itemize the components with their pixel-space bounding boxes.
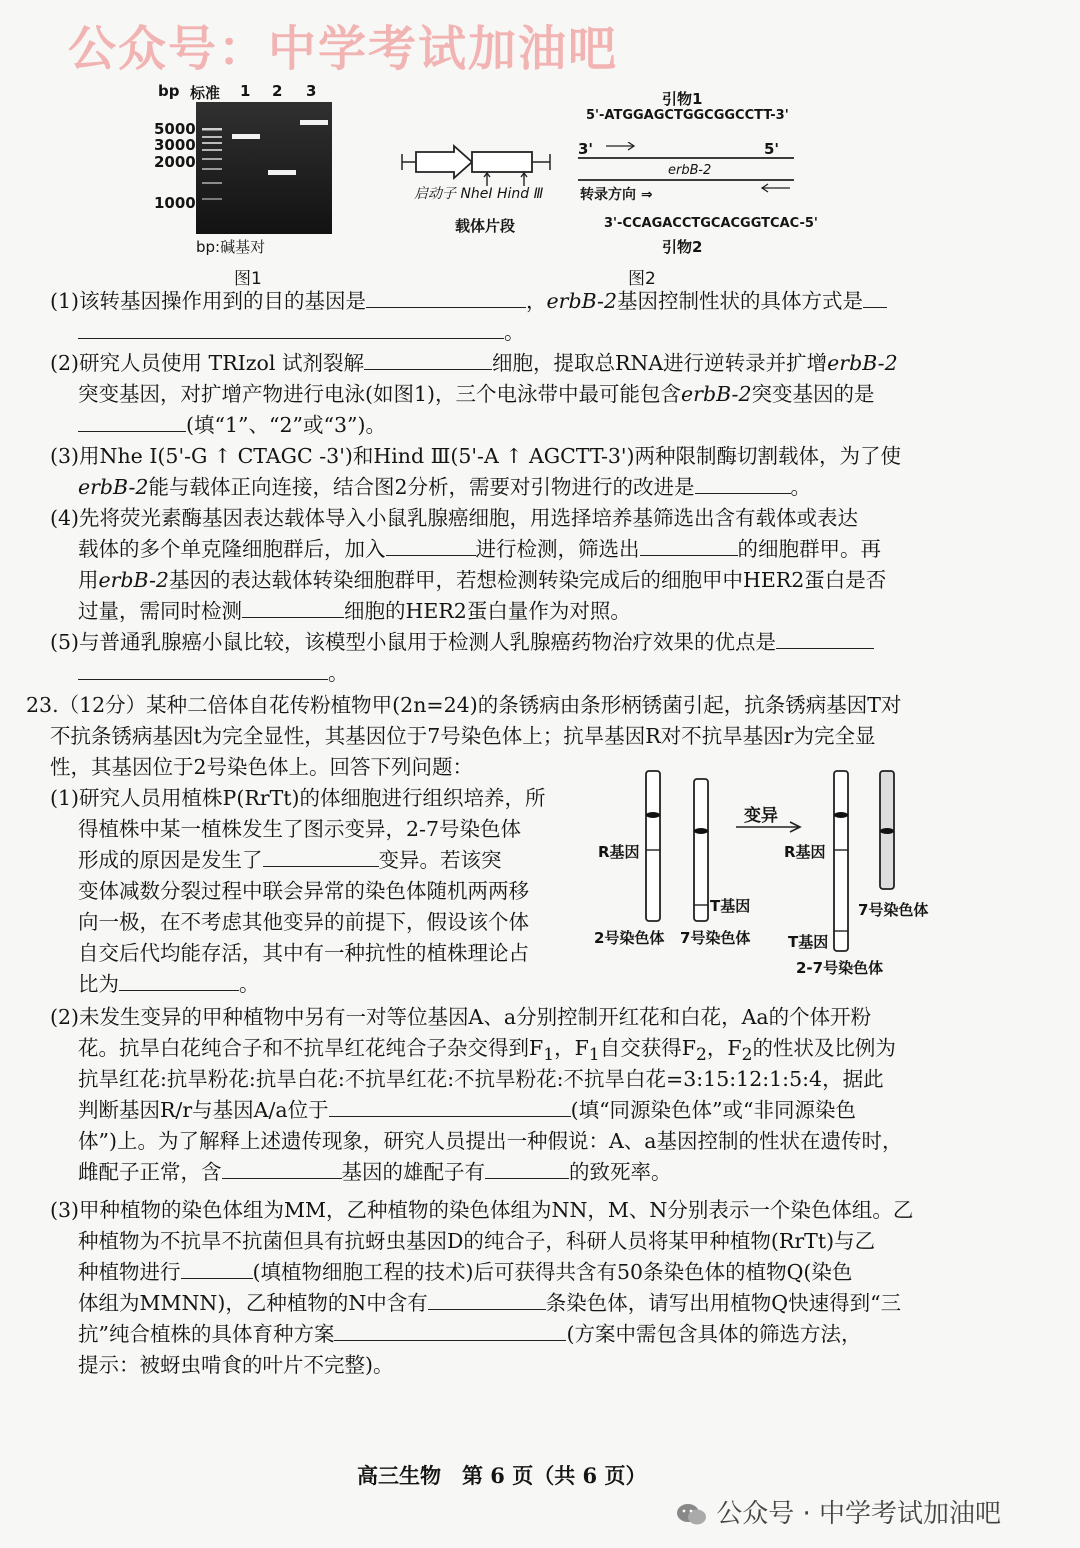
q23-p3-text: 体组为MMNN)，乙种植物的N中含有	[78, 1291, 428, 1315]
q23-p1-text: 变体减数分裂过程中联会异常的染色体随机两两移	[78, 879, 529, 903]
q23-p1-line7	[78, 969, 260, 1000]
q23-p3-line1	[50, 1195, 913, 1226]
q4-text: (4)先将荧光素酶基因表达载体导入小鼠乳腺癌细胞，用选择培养基筛选出含有载体或表达	[50, 506, 859, 530]
answer-blank[interactable]	[78, 320, 504, 339]
q23-p1-text: 向一极，在不考虑其他变异的前提下，假设该个体	[78, 910, 529, 934]
q23-p2-line5	[78, 1126, 903, 1157]
q3-text: 。	[790, 475, 812, 499]
q23-p2-text: 自交获得F	[599, 1036, 696, 1060]
gel-lane-label: 1	[240, 82, 251, 100]
q23-p2-text: 基因的雄配子有	[341, 1160, 485, 1184]
q23-p1-line5	[78, 907, 529, 938]
q4-line4	[78, 596, 631, 627]
q23-p3-line5	[78, 1319, 861, 1350]
q23-p2-line3	[78, 1064, 884, 1095]
r-gene-label-2: R基因	[784, 843, 826, 861]
vector-labels: 启动子 NheⅠ Hind Ⅲ	[414, 186, 544, 202]
q23-p2-text: ，F	[706, 1036, 742, 1060]
q23-text: 性，其基因位于2号染色体上。回答下列问题：	[50, 755, 474, 779]
chrom-arrow-label: 变异	[744, 806, 778, 826]
q23-line2	[50, 721, 876, 752]
figure-1-caption: 图1	[234, 269, 262, 289]
gel-header-bp: bp	[158, 82, 180, 100]
q23-p2-text: 判断基因R/r与基因A/a位于	[78, 1098, 329, 1122]
q23-p3-line4	[78, 1288, 901, 1319]
q23-p3-text: 种植物为不抗旱不抗菌但具有抗蚜虫基因D的纯合子，科研人员将某甲种植物(RrTt)与乙	[78, 1229, 876, 1253]
gel-note: bp:碱基对	[196, 238, 266, 256]
q4-text: 细胞的HER2蛋白量作为对照。	[344, 599, 631, 623]
q3-line1	[50, 441, 901, 472]
q23-p1-text: (1)研究人员用植株P(RrTt)的体细胞进行组织培养，所	[50, 786, 546, 810]
q4-text: 进行检测，筛选出	[475, 537, 640, 561]
q4-line2	[78, 534, 881, 565]
q23-line1	[26, 690, 901, 721]
chr7-label: 7号染色体	[680, 929, 751, 947]
bottom-watermark	[676, 1493, 1001, 1530]
figure-2-vector-primers	[400, 88, 818, 289]
ladder-label: 3000	[154, 136, 196, 154]
q1-text: ，	[526, 289, 547, 313]
q23-p3-text: 种植物进行	[78, 1260, 181, 1284]
q23-p1-line2	[78, 814, 521, 845]
gene-name: erbB-2	[546, 289, 618, 313]
t-gene-label: T基因	[710, 897, 751, 915]
vector-fragment-drawing	[400, 142, 560, 188]
q23-p3-text: 提示：被蚜虫啃食的叶片不完整)。	[78, 1353, 394, 1377]
chromosome-drawing	[588, 765, 948, 985]
q23-p1-text: 变异。若该突	[378, 848, 502, 872]
figure-2-caption: 图2	[628, 269, 656, 289]
answer-blank[interactable]	[329, 1098, 571, 1117]
ladder-label: 5000	[154, 120, 196, 138]
answer-blank[interactable]	[776, 630, 874, 649]
q23-text: 不抗条锈病基因t为完全显性，其基因位于7号染色体上；抗旱基因R对不抗旱基因r为完全显	[50, 724, 876, 748]
chr27-label: 2-7号染色体	[796, 959, 884, 977]
answer-blank[interactable]	[428, 1291, 546, 1310]
q23-line3	[50, 752, 473, 783]
q4-text: 过量，需同时检测	[78, 599, 242, 623]
q23-p1-text: 比为	[78, 972, 119, 996]
q23-p2-text: 体”)上。为了解释上述遗传现象，研究人员提出一种假说：A、a基因控制的性状在遗传时，	[78, 1129, 903, 1153]
answer-blank[interactable]	[242, 599, 344, 618]
answer-blank[interactable]	[334, 1322, 566, 1341]
q2-text: (填“1”、“2”或“3”)。	[186, 413, 387, 437]
q23-p3-line2	[78, 1226, 875, 1257]
r-gene-label: R基因	[598, 843, 640, 861]
q5-text: (5)与普通乳腺癌小鼠比较，该模型小鼠用于检测人乳腺癌药物治疗效果的优点是	[50, 630, 777, 654]
answer-blank[interactable]	[386, 537, 476, 556]
page-footer: 高三生物 第 6 页（共 6 页）	[357, 1463, 647, 1488]
q23-p2-line1	[50, 1002, 871, 1033]
q23-p2-text: (2)未发生变异的甲种植物中另有一对等位基因A、a分别控制开红花和白花，Aa的个体开粉	[50, 1005, 872, 1029]
q2-line3	[78, 410, 386, 441]
q4-text: 的细胞群甲。再	[737, 537, 881, 561]
q1-line1	[50, 286, 887, 317]
q2-text: 突变基因的是	[751, 382, 875, 406]
q5-text: 。	[328, 661, 349, 685]
top-watermark: 公众号：中学考试加油吧	[68, 21, 619, 77]
gel-lane-label: 2	[272, 82, 283, 100]
q23-p1-text: 形成的原因是发生了	[78, 848, 263, 872]
chr2-label: 2号染色体	[594, 929, 665, 947]
q2-line2	[78, 379, 875, 410]
q23-p2-text: 的致死率。	[569, 1160, 672, 1184]
gene-name: erbB-2	[681, 382, 752, 406]
q23-p3-text: (3)甲种植物的染色体组为MM，乙种植物的染色体组为NN，M、N分别表示一个染色体组。乙	[50, 1198, 914, 1222]
gel-header-marker: 标准	[190, 84, 221, 102]
ladder-label: 2000	[154, 153, 196, 171]
q23-p1-text: 得植株中某一植株发生了图示变异，2-7号染色体	[78, 817, 522, 841]
q23-p2-text: 雌配子正常，含	[78, 1160, 222, 1184]
strand-5prime: 5'	[764, 140, 780, 158]
q1-text: (1)该转基因操作用到的目的基因是	[50, 289, 367, 313]
q4-line3	[78, 565, 886, 596]
q4-text: 用	[78, 568, 99, 592]
wechat-icon	[676, 1502, 708, 1528]
vector-caption: 载体片段	[455, 217, 516, 235]
q1-text: 基因控制性状的具体方式是	[617, 289, 864, 313]
answer-blank[interactable]	[181, 1260, 253, 1279]
primer1-sequence: 5'-ATGGAGCTGGCGGCCTT-3'	[586, 108, 789, 123]
q23-p3-text: 抗”纯合植株的具体育种方案	[78, 1322, 335, 1346]
q1-text: 。	[504, 320, 525, 344]
answer-blank[interactable]	[366, 289, 526, 308]
q23-p2-text: 抗旱红花:抗旱粉花:抗旱白花:不抗旱红花:不抗旱粉花:不抗旱白花=3:15:12:1:5:4，据此	[78, 1067, 884, 1091]
q1-line2	[78, 317, 525, 348]
gene-name: erbB-2	[827, 351, 898, 375]
q3-text: (3)用Nhe Ⅰ(5'-G ↑ CTAGC -3')和Hind Ⅲ(5'-A ↑ AGCTT-3')两种限制酶切割载体，为了使	[50, 444, 902, 468]
answer-blank[interactable]	[863, 289, 887, 308]
figure-1-gel	[150, 78, 350, 288]
answer-blank[interactable]	[640, 537, 738, 556]
q23-p1-line3	[78, 845, 502, 876]
q23-p3-line6	[78, 1350, 394, 1381]
t-gene-label-2: T基因	[788, 933, 829, 951]
answer-blank[interactable]	[364, 351, 492, 370]
chr7b-label: 7号染色体	[858, 901, 929, 919]
q23-p3-text: (填植物细胞工程的技术)后可获得共含有50条染色体的植物Q(染色	[252, 1260, 853, 1284]
q23-p1-text: 。	[239, 972, 260, 996]
q2-text: (2)研究人员使用 TRIzol 试剂裂解	[50, 351, 364, 375]
answer-blank[interactable]	[222, 1160, 342, 1179]
transcription-direction: 转录方向 ⇒	[580, 187, 653, 203]
q2-text: 细胞，提取总RNA进行逆转录并扩增	[491, 351, 828, 375]
strand-3prime: 3'	[578, 140, 594, 158]
q3-line2	[78, 472, 811, 503]
chromosome-variation-figure	[588, 765, 948, 985]
q23-p2-text: (填“同源染色体”或“非同源染色	[570, 1098, 857, 1122]
bottom-watermark-text: 公众号 · 中学考试加油吧	[716, 1499, 1002, 1529]
answer-blank[interactable]	[695, 475, 791, 494]
answer-blank[interactable]	[119, 972, 239, 991]
q23-p1-text: 自交后代均能存活，其中有一种抗性的植株理论占	[78, 941, 529, 965]
q23-p2-line6	[78, 1157, 672, 1188]
primer2-label: 引物2	[662, 238, 703, 256]
q23-p3-text: 条染色体，请写出用植物Q快速得到“三	[545, 1291, 902, 1315]
q23-p1-line6	[78, 938, 529, 969]
q23-p3-line3	[78, 1257, 852, 1288]
gel-lane-label: 3	[306, 82, 317, 100]
q4-text: 载体的多个单克隆细胞群后，加入	[78, 537, 386, 561]
q2-text: 突变基因，对扩增产物进行电泳(如图1)，三个电泳带中最可能包含	[78, 382, 682, 406]
gel-image	[196, 102, 332, 234]
q4-text: 基因的表达载体转染细胞群甲，若想检测转染完成后的细胞甲中HER2蛋白是否	[168, 568, 887, 592]
answer-blank[interactable]	[263, 848, 379, 867]
answer-blank[interactable]	[485, 1160, 569, 1179]
q23-p2-text: 的性状及比例为	[752, 1036, 896, 1060]
gene-label: erbB-2	[668, 163, 712, 178]
q5-line2	[78, 658, 349, 689]
q4-line1	[50, 503, 858, 534]
gene-name: erbB-2	[78, 475, 149, 499]
q3-text: 能与载体正向连接，结合图2分析，需要对引物进行的改进是	[148, 475, 695, 499]
ladder-label: 1000	[154, 194, 196, 212]
q23-p1-line4	[78, 876, 529, 907]
q23-p2-line4	[78, 1095, 856, 1126]
primer2-sequence: 3'-CCAGACCTGCACGGTCAC-5'	[604, 216, 818, 231]
primer1-label: 引物1	[662, 90, 703, 108]
q23-p2-text: 花。抗旱白花纯合子和不抗旱红花纯合子杂交得到F	[78, 1036, 544, 1060]
q23-p2-line2: 花。抗旱白花纯合子和不抗旱红花纯合子杂交得到$F_1$，$F_1$自交获得$F_2$，$F_2$的性状及比例为	[78, 1036, 896, 1066]
q23-p2-text: ，F	[554, 1036, 589, 1060]
q2-line1	[50, 348, 898, 379]
answer-blank[interactable]	[78, 413, 186, 432]
q23-p3-text: (方案中需包含具体的筛选方法，	[566, 1322, 862, 1346]
q23-text: 23.（12分）某种二倍体自花传粉植物甲(2n=24)的条锈病由条形柄锈菌引起，抗条锈病基因T对	[26, 693, 902, 717]
q23-p1-line1	[50, 783, 545, 814]
gene-name: erbB-2	[98, 568, 169, 592]
answer-blank[interactable]	[78, 661, 328, 680]
q5-line1	[50, 627, 874, 658]
